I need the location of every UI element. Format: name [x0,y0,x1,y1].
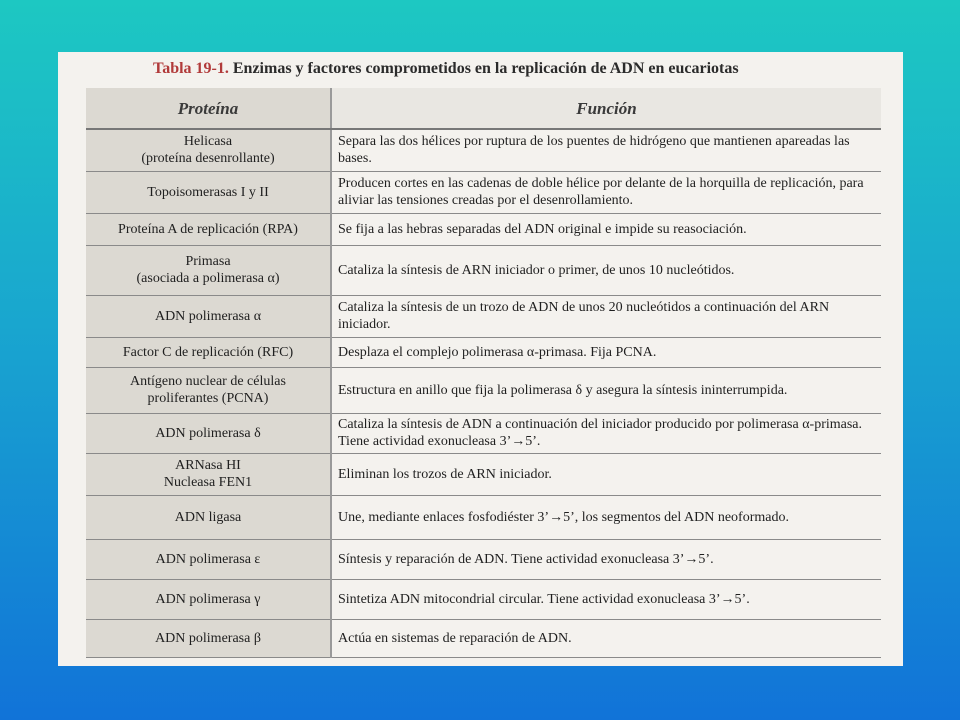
function-cell: Sintetiza ADN mitocondrial circular. Tiene actividad exonucleasa 3’→5’. [331,579,881,619]
table-number: Tabla 19-1. [153,60,229,77]
function-cell: Se fija a las hebras separadas del ADN original e impide su reasociación. [331,213,881,245]
header-protein: Proteína [86,88,331,129]
function-cell: Producen cortes en las cadenas de doble hélice por delante de la horquilla de replicación, para aliviar las tensiones creadas por el desenrollamiento. [331,171,881,213]
protein-cell: ARNasa HI Nucleasa FEN1 [86,453,331,495]
function-cell: Estructura en anillo que fija la polimerasa δ y asegura la síntesis ininterrumpida. [331,367,881,413]
header-function: Función [331,88,881,129]
protein-cell: ADN polimerasa α [86,295,331,337]
protein-cell: ADN polimerasa β [86,619,331,657]
protein-cell: Factor C de replicación (RFC) [86,337,331,367]
function-cell: Separa las dos hélices por ruptura de los puentes de hidrógeno que mantienen apareadas las bases. [331,129,881,171]
table-row [86,539,881,579]
function-cell: Eliminan los trozos de ARN iniciador. [331,453,881,495]
table-row [86,619,881,657]
function-cell: Cataliza la síntesis de ADN a continuación del iniciador producido por polimerasa α-primasa. Tiene actividad exonucleasa 3’→5’. [331,413,881,453]
protein-cell: Antígeno nuclear de células proliferantes (PCNA) [86,367,331,413]
table-header-row [86,88,881,129]
protein-cell: Helicasa (proteína desenrollante) [86,129,331,171]
protein-cell: Topoisomerasas I y II [86,171,331,213]
protein-cell: Proteína A de replicación (RPA) [86,213,331,245]
enzymes-table [86,88,881,658]
function-cell: Desplaza el complejo polimerasa α-primasa. Fija PCNA. [331,337,881,367]
function-cell: Actúa en sistemas de reparación de ADN. [331,619,881,657]
protein-cell: ADN ligasa [86,495,331,539]
table-row [86,337,881,367]
document-page [58,52,903,666]
table-row [86,171,881,213]
table-row [86,495,881,539]
protein-cell: ADN polimerasa δ [86,413,331,453]
table-row [86,213,881,245]
table-row [86,245,881,295]
protein-cell: ADN polimerasa ε [86,539,331,579]
function-cell: Une, mediante enlaces fosfodiéster 3’→5’, los segmentos del ADN neoformado. [331,495,881,539]
function-cell: Cataliza la síntesis de ARN iniciador o primer, de unos 10 nucleótidos. [331,245,881,295]
protein-cell: ADN polimerasa γ [86,579,331,619]
function-cell: Síntesis y reparación de ADN. Tiene actividad exonucleasa 3’→5’. [331,539,881,579]
table-caption [153,60,853,78]
table-row [86,453,881,495]
table-row [86,413,881,453]
table-row [86,295,881,337]
table-row [86,129,881,171]
protein-cell: Primasa (asociada a polimerasa α) [86,245,331,295]
function-cell: Cataliza la síntesis de un trozo de ADN de unos 20 nucleótidos a continuación del ARN iniciador. [331,295,881,337]
table-title: Enzimas y factores comprometidos en la replicación de ADN en eucariotas [232,60,739,77]
table-row [86,579,881,619]
table-row [86,367,881,413]
